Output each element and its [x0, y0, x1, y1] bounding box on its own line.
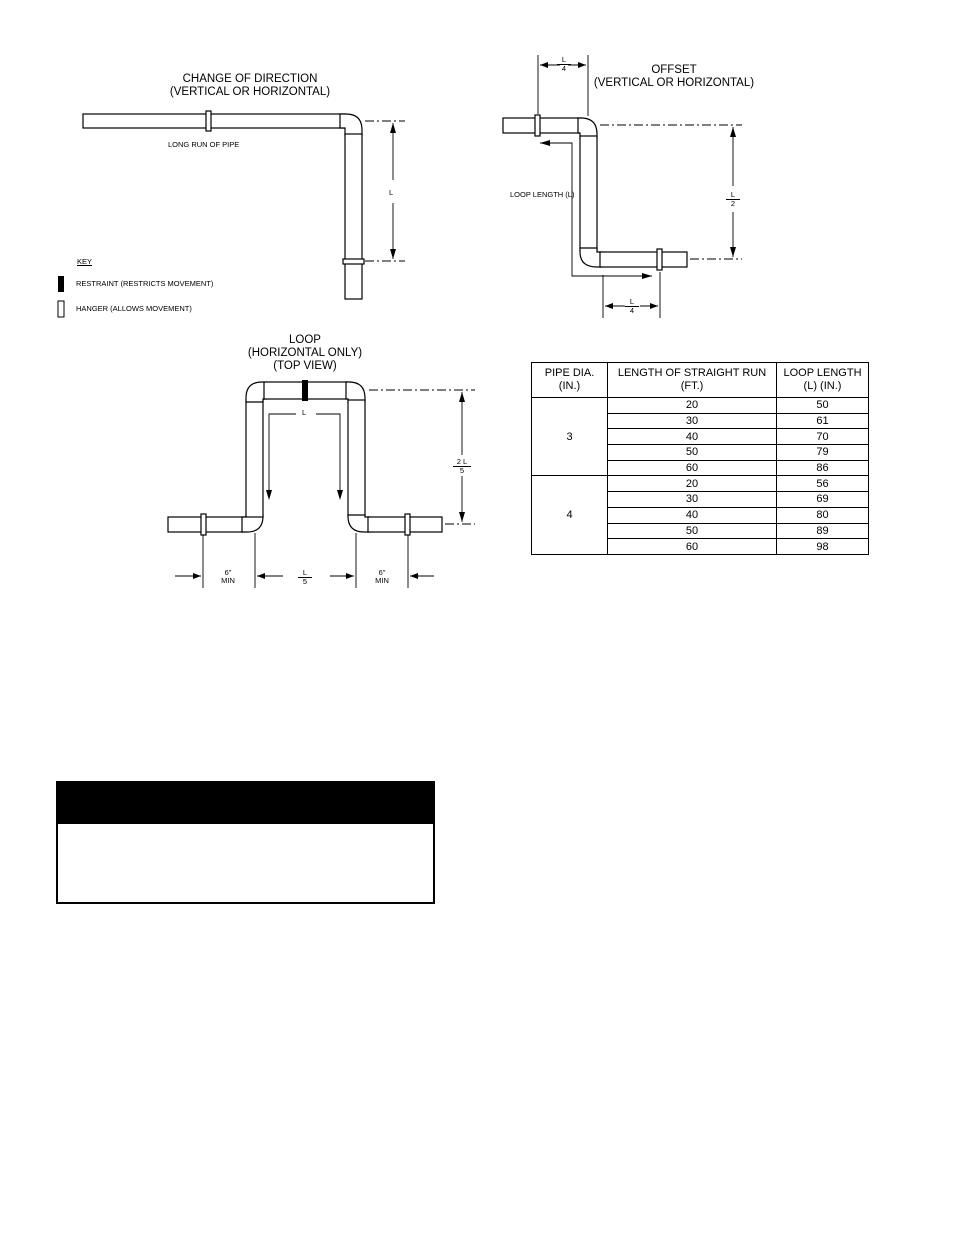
- change-of-direction-title: [150, 73, 350, 99]
- fraction-numerator: L: [726, 191, 740, 200]
- title-line: LOOP: [289, 334, 321, 346]
- restraint-symbol: [58, 276, 64, 292]
- fraction-numerator: L: [625, 298, 639, 307]
- offset-title: [584, 64, 764, 90]
- straight-run-cell: 40: [608, 507, 777, 523]
- fraction-numerator: L: [557, 56, 571, 65]
- pipe-dia-cell: 4: [532, 476, 608, 554]
- loop-center-l-label: L: [302, 408, 307, 417]
- loop-length-cell: 80: [777, 507, 869, 523]
- long-run-label: LONG RUN OF PIPE: [168, 140, 240, 149]
- straight-run-cell: 30: [608, 413, 777, 429]
- offset-bottom-dim-label: [625, 298, 639, 315]
- restraint-marker: [302, 380, 308, 401]
- loop-length-cell: 86: [777, 460, 869, 476]
- notice-box-header: [58, 783, 433, 824]
- header-pipe-dia: PIPE DIA. (IN.): [532, 363, 608, 398]
- title-line: CHANGE OF DIRECTION: [182, 73, 318, 85]
- title-line: (TOP VIEW): [273, 360, 337, 372]
- min-value: 6": [378, 568, 386, 577]
- table-row: [532, 476, 869, 492]
- title-line: (HORIZONTAL ONLY): [247, 347, 363, 359]
- title-line: (VERTICAL OR HORIZONTAL): [169, 86, 331, 98]
- table-row: [532, 398, 869, 414]
- loop-length-cell: 98: [777, 539, 869, 555]
- loop-length-cell: 56: [777, 476, 869, 492]
- hanger-marker: [343, 259, 364, 264]
- loop-title: [225, 334, 385, 373]
- table-header-row: [532, 363, 869, 398]
- header-straight-run: LENGTH OF STRAIGHT RUN (FT.): [608, 363, 777, 398]
- offset-side-dim-label: [726, 191, 740, 208]
- fraction-denominator: 4: [561, 64, 567, 73]
- header-loop-length: LOOP LENGTH (L) (IN.): [777, 363, 869, 398]
- straight-run-cell: 60: [608, 460, 777, 476]
- loop-length-cell: 79: [777, 445, 869, 461]
- min-text: MIN: [375, 576, 389, 585]
- key-hanger-label: HANGER (ALLOWS MOVEMENT): [76, 304, 192, 313]
- loop-length-cell: 61: [777, 413, 869, 429]
- loop-length-cell: 50: [777, 398, 869, 414]
- key-restraint-label: RESTRAINT (RESTRICTS MOVEMENT): [76, 279, 214, 288]
- pipe-dia-cell: 3: [532, 398, 608, 476]
- title-line: OFFSET: [651, 64, 697, 76]
- straight-run-cell: 30: [608, 492, 777, 508]
- key-heading: KEY: [77, 257, 93, 266]
- fraction-numerator: 2 L: [453, 458, 471, 467]
- hanger-marker: [206, 111, 211, 131]
- straight-run-cell: 20: [608, 398, 777, 414]
- min-value: 6": [224, 568, 232, 577]
- fraction-denominator: 2: [730, 199, 736, 208]
- notice-box: [56, 781, 435, 904]
- straight-run-cell: 60: [608, 539, 777, 555]
- straight-run-cell: 50: [608, 445, 777, 461]
- fraction-denominator: 4: [629, 306, 635, 315]
- fraction-denominator: 5: [302, 577, 308, 586]
- loop-pipe: [168, 380, 442, 535]
- loop-length-label: LOOP LENGTH (L): [510, 190, 575, 199]
- straight-run-cell: 20: [608, 476, 777, 492]
- loop-side-dim-label: [453, 458, 471, 475]
- offset-top-dim-label: [557, 56, 571, 73]
- straight-run-cell: 50: [608, 523, 777, 539]
- fraction-denominator: 5: [459, 466, 465, 475]
- hanger-marker: [535, 115, 540, 136]
- fraction-numerator: L: [298, 569, 312, 578]
- loop-left-min-label: [221, 569, 235, 585]
- loop-right-min-label: [375, 569, 389, 585]
- min-text: MIN: [221, 576, 235, 585]
- dimension-l-label: L: [389, 188, 394, 197]
- hanger-marker: [405, 514, 410, 535]
- title-line: (VERTICAL OR HORIZONTAL): [593, 77, 755, 89]
- straight-run-cell: 40: [608, 429, 777, 445]
- hanger-symbol: [58, 301, 64, 317]
- hanger-marker: [201, 514, 206, 535]
- loop-mid-dim-label: [298, 569, 312, 586]
- loop-length-table: [531, 362, 869, 555]
- hanger-marker: [657, 249, 662, 270]
- loop-length-cell: 89: [777, 523, 869, 539]
- loop-length-cell: 70: [777, 429, 869, 445]
- loop-length-cell: 69: [777, 492, 869, 508]
